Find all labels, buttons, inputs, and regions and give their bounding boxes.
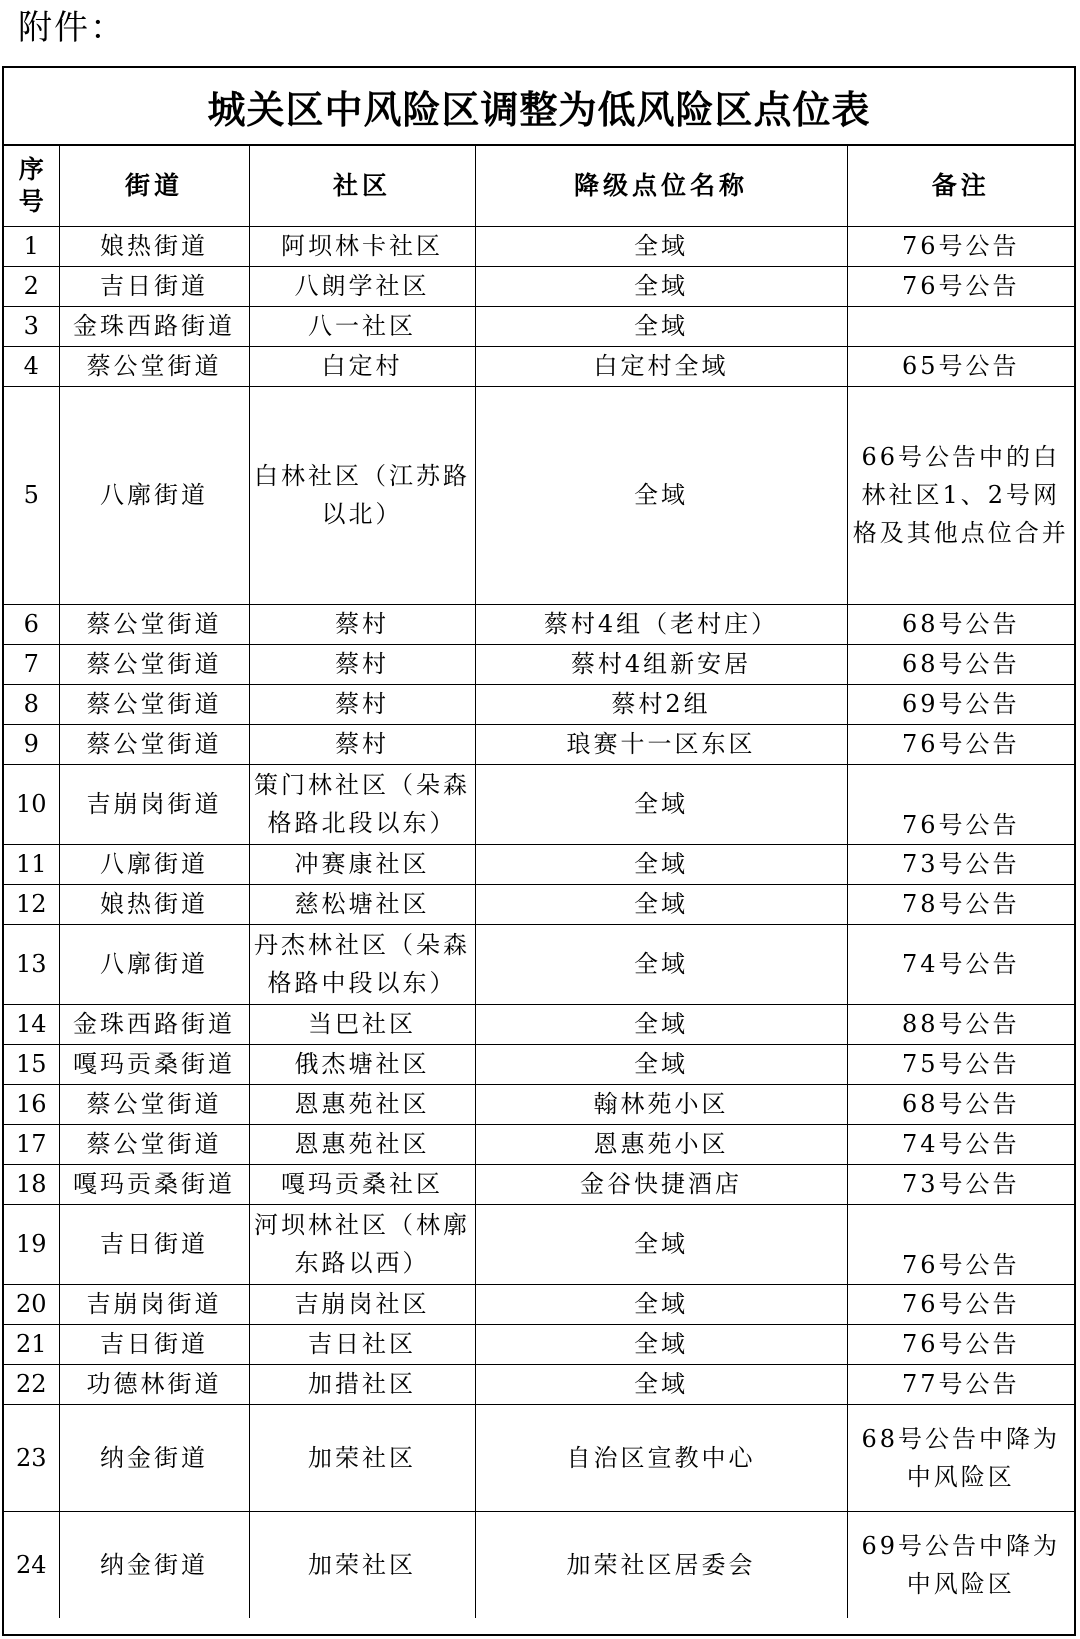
- cell-seq: 1: [4, 226, 59, 266]
- cell-seq: 11: [4, 844, 59, 884]
- table-row: [4, 1164, 1074, 1204]
- header-street: 街道: [59, 146, 249, 226]
- cell-point: 全域: [475, 306, 847, 346]
- cell-note: 74号公告: [847, 1124, 1074, 1164]
- table-row: [4, 1364, 1074, 1404]
- table-row: [4, 346, 1074, 386]
- cell-point: 全域: [475, 1204, 847, 1284]
- cell-seq: 23: [4, 1404, 59, 1511]
- header-row: [4, 146, 1074, 226]
- cell-seq: 18: [4, 1164, 59, 1204]
- cell-street: 纳金街道: [59, 1404, 249, 1511]
- cell-community: 蔡村: [249, 644, 475, 684]
- table-row: [4, 1511, 1074, 1618]
- header-point: 降级点位名称: [475, 146, 847, 226]
- table-row: [4, 1284, 1074, 1324]
- cell-point: 自治区宣教中心: [475, 1404, 847, 1511]
- cell-note: 76号公告: [847, 1204, 1074, 1284]
- cell-community: 蔡村: [249, 604, 475, 644]
- cell-street: 嘎玛贡桑街道: [59, 1164, 249, 1204]
- table-row: [4, 884, 1074, 924]
- attachment-label: 附件：: [18, 8, 126, 48]
- cell-street: 蔡公堂街道: [59, 684, 249, 724]
- cell-street: 嘎玛贡桑街道: [59, 1044, 249, 1084]
- cell-note: 78号公告: [847, 884, 1074, 924]
- cell-point: 恩惠苑小区: [475, 1124, 847, 1164]
- cell-note: 69号公告中降为中风险区: [847, 1511, 1074, 1618]
- cell-street: 娘热街道: [59, 226, 249, 266]
- cell-community: 俄杰塘社区: [249, 1044, 475, 1084]
- cell-seq: 9: [4, 724, 59, 764]
- table-row: [4, 604, 1074, 644]
- cell-street: 蔡公堂街道: [59, 724, 249, 764]
- table-row: [4, 1204, 1074, 1284]
- cell-note: 69号公告: [847, 684, 1074, 724]
- header-seq: 序号: [4, 146, 59, 226]
- table-row: [4, 1124, 1074, 1164]
- cell-note: 75号公告: [847, 1044, 1074, 1084]
- cell-note: 76号公告: [847, 226, 1074, 266]
- cell-street: 娘热街道: [59, 884, 249, 924]
- table-row: [4, 924, 1074, 1004]
- cell-seq: 3: [4, 306, 59, 346]
- cell-note: 68号公告: [847, 604, 1074, 644]
- cell-street: 吉日街道: [59, 266, 249, 306]
- cell-seq: 16: [4, 1084, 59, 1124]
- cell-note: 68号公告中降为中风险区: [847, 1404, 1074, 1511]
- cell-street: 八廓街道: [59, 924, 249, 1004]
- cell-point: 蔡村4组新安居: [475, 644, 847, 684]
- cell-point: 全域: [475, 1284, 847, 1324]
- cell-seq: 7: [4, 644, 59, 684]
- cell-seq: 8: [4, 684, 59, 724]
- cell-street: 蔡公堂街道: [59, 644, 249, 684]
- cell-point: 翰林苑小区: [475, 1084, 847, 1124]
- table-row: [4, 386, 1074, 604]
- cell-street: 吉崩岗街道: [59, 764, 249, 844]
- cell-street: 蔡公堂街道: [59, 1084, 249, 1124]
- table-row: [4, 724, 1074, 764]
- cell-seq: 6: [4, 604, 59, 644]
- cell-point: 金谷快捷酒店: [475, 1164, 847, 1204]
- cell-point: 全域: [475, 884, 847, 924]
- table-row: [4, 306, 1074, 346]
- cell-note: 74号公告: [847, 924, 1074, 1004]
- table-row: [4, 844, 1074, 884]
- cell-note: 66号公告中的白林社区1、2号网格及其他点位合并: [847, 386, 1074, 604]
- cell-point: 全域: [475, 844, 847, 884]
- header-note: 备注: [847, 146, 1074, 226]
- cell-point: 全域: [475, 764, 847, 844]
- cell-point: 全域: [475, 924, 847, 1004]
- cell-community: 蔡村: [249, 684, 475, 724]
- cell-community: 吉崩岗社区: [249, 1284, 475, 1324]
- cell-seq: 17: [4, 1124, 59, 1164]
- cell-street: 蔡公堂街道: [59, 1124, 249, 1164]
- cell-seq: 22: [4, 1364, 59, 1404]
- cell-community: 冲赛康社区: [249, 844, 475, 884]
- table-row: [4, 226, 1074, 266]
- cell-point: 全域: [475, 1324, 847, 1364]
- cell-note: 76号公告: [847, 724, 1074, 764]
- cell-seq: 4: [4, 346, 59, 386]
- table-row: [4, 1044, 1074, 1084]
- cell-note: 73号公告: [847, 844, 1074, 884]
- cell-street: 蔡公堂街道: [59, 604, 249, 644]
- cell-street: 功德林街道: [59, 1364, 249, 1404]
- cell-point: 全域: [475, 1364, 847, 1404]
- cell-point: 全域: [475, 1044, 847, 1084]
- cell-community: 吉日社区: [249, 1324, 475, 1364]
- cell-note: 76号公告: [847, 764, 1074, 844]
- cell-note: [847, 306, 1074, 346]
- cell-community: 白林社区（江苏路以北）: [249, 386, 475, 604]
- cell-street: 吉日街道: [59, 1204, 249, 1284]
- cell-community: 丹杰林社区（朵森格路中段以东）: [249, 924, 475, 1004]
- table-row: [4, 764, 1074, 844]
- cell-community: 当巴社区: [249, 1004, 475, 1044]
- table-row: [4, 1324, 1074, 1364]
- cell-point: 加荣社区居委会: [475, 1511, 847, 1618]
- cell-seq: 20: [4, 1284, 59, 1324]
- cell-street: 纳金街道: [59, 1511, 249, 1618]
- cell-community: 八朗学社区: [249, 266, 475, 306]
- cell-note: 68号公告: [847, 644, 1074, 684]
- cell-seq: 15: [4, 1044, 59, 1084]
- cell-community: 阿坝林卡社区: [249, 226, 475, 266]
- cell-street: 金珠西路街道: [59, 1004, 249, 1044]
- cell-note: 73号公告: [847, 1164, 1074, 1204]
- cell-note: 65号公告: [847, 346, 1074, 386]
- header-community: 社区: [249, 146, 475, 226]
- cell-note: 76号公告: [847, 1324, 1074, 1364]
- cell-community: 八一社区: [249, 306, 475, 346]
- cell-seq: 13: [4, 924, 59, 1004]
- cell-street: 八廓街道: [59, 844, 249, 884]
- table-row: [4, 1004, 1074, 1044]
- cell-point: 蔡村4组（老村庄）: [475, 604, 847, 644]
- cell-point: 全域: [475, 226, 847, 266]
- cell-community: 恩惠苑社区: [249, 1084, 475, 1124]
- cell-street: 吉日街道: [59, 1324, 249, 1364]
- cell-point: 全域: [475, 266, 847, 306]
- cell-seq: 2: [4, 266, 59, 306]
- cell-community: 蔡村: [249, 724, 475, 764]
- cell-community: 恩惠苑社区: [249, 1124, 475, 1164]
- cell-community: 策门林社区（朵森格路北段以东）: [249, 764, 475, 844]
- cell-seq: 5: [4, 386, 59, 604]
- cell-note: 77号公告: [847, 1364, 1074, 1404]
- cell-community: 加措社区: [249, 1364, 475, 1404]
- table-row: [4, 644, 1074, 684]
- cell-point: 全域: [475, 386, 847, 604]
- cell-seq: 12: [4, 884, 59, 924]
- cell-community: 嘎玛贡桑社区: [249, 1164, 475, 1204]
- cell-note: 76号公告: [847, 266, 1074, 306]
- cell-note: 76号公告: [847, 1284, 1074, 1324]
- cell-point: 琅赛十一区东区: [475, 724, 847, 764]
- cell-seq: 10: [4, 764, 59, 844]
- cell-street: 吉崩岗街道: [59, 1284, 249, 1324]
- cell-street: 蔡公堂街道: [59, 346, 249, 386]
- table-row: [4, 684, 1074, 724]
- table-row: [4, 1084, 1074, 1124]
- cell-note: 88号公告: [847, 1004, 1074, 1044]
- cell-street: 金珠西路街道: [59, 306, 249, 346]
- cell-seq: 24: [4, 1511, 59, 1618]
- cell-seq: 21: [4, 1324, 59, 1364]
- cell-point: 蔡村2组: [475, 684, 847, 724]
- cell-point: 全域: [475, 1004, 847, 1044]
- cell-community: 河坝林社区（林廓东路以西）: [249, 1204, 475, 1284]
- cell-street: 八廓街道: [59, 386, 249, 604]
- table-row: [4, 266, 1074, 306]
- cell-community: 慈松塘社区: [249, 884, 475, 924]
- table-title: 城关区中风险区调整为低风险区点位表: [4, 68, 1074, 146]
- document-table-frame: [2, 66, 1076, 1636]
- cell-community: 白定村: [249, 346, 475, 386]
- cell-community: 加荣社区: [249, 1404, 475, 1511]
- cell-seq: 14: [4, 1004, 59, 1044]
- cell-note: 68号公告: [847, 1084, 1074, 1124]
- cell-seq: 19: [4, 1204, 59, 1284]
- cell-point: 白定村全域: [475, 346, 847, 386]
- table-row: [4, 1404, 1074, 1511]
- risk-area-table: [4, 146, 1074, 1618]
- table-body: [4, 226, 1074, 1618]
- cell-community: 加荣社区: [249, 1511, 475, 1618]
